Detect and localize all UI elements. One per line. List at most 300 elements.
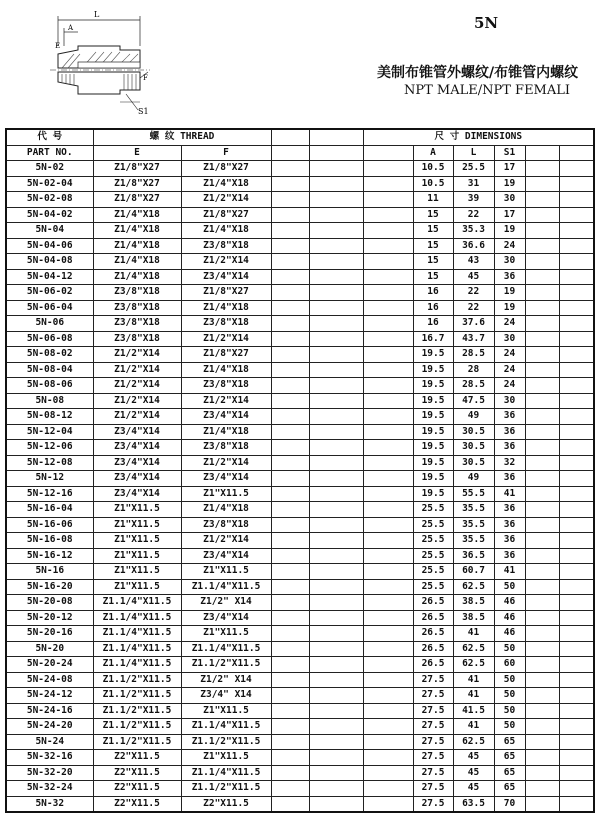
- cell-part-no: 5N-04-08: [6, 254, 93, 270]
- cell-part-no: 5N-02-04: [6, 176, 93, 192]
- cell-thread-f: Z1.1/4"X11.5: [181, 719, 271, 735]
- cell-thread-f: Z3/4"X14: [181, 269, 271, 285]
- cell-blank: [271, 486, 309, 502]
- cell-thread-f: Z1.1/4"X11.5: [181, 765, 271, 781]
- cell-l: 49: [453, 409, 494, 425]
- cell-thread-f: Z1.1/2"X11.5: [181, 657, 271, 673]
- cell-blank: [559, 610, 594, 626]
- cell-thread-f: Z1/8"X27: [181, 285, 271, 301]
- cell-thread-e: Z1/8"X27: [93, 161, 181, 177]
- cell-blank: [271, 300, 309, 316]
- cell-blank: [271, 254, 309, 270]
- cell-blank: [309, 207, 363, 223]
- cell-a: 19.5: [413, 455, 453, 471]
- cell-blank: [559, 517, 594, 533]
- cell-blank: [363, 502, 413, 518]
- cell-blank: [559, 238, 594, 254]
- cell-blank: [525, 238, 559, 254]
- table-row: [6, 409, 594, 425]
- cell-blank: [363, 223, 413, 239]
- cell-a: 16: [413, 316, 453, 332]
- cell-s1: 36: [494, 471, 525, 487]
- cell-thread-f: Z3/4"X14: [181, 471, 271, 487]
- cell-blank: [525, 641, 559, 657]
- cell-blank: [559, 626, 594, 642]
- cell-a: 25.5: [413, 564, 453, 580]
- cell-thread-e: Z1/4"X18: [93, 207, 181, 223]
- cell-blank: [271, 238, 309, 254]
- cell-blank: [559, 424, 594, 440]
- cell-part-no: 5N-06: [6, 316, 93, 332]
- cell-s1: 60: [494, 657, 525, 673]
- cell-blank: [559, 378, 594, 394]
- cell-blank: [363, 719, 413, 735]
- cell-blank: [363, 331, 413, 347]
- cell-blank: [309, 579, 363, 595]
- table-row: [6, 796, 594, 812]
- cell-thread-e: Z1.1/4"X11.5: [93, 641, 181, 657]
- cell-blank: [363, 316, 413, 332]
- spec-table: [5, 128, 595, 813]
- header-thread: 螺 纹 THREAD: [93, 129, 271, 145]
- cell-blank: [309, 347, 363, 363]
- cell-blank: [309, 285, 363, 301]
- cell-thread-f: Z1/2" X14: [181, 672, 271, 688]
- cell-blank: [559, 502, 594, 518]
- cell-blank: [271, 331, 309, 347]
- cell-a: 19.5: [413, 362, 453, 378]
- cell-thread-e: Z1/2"X14: [93, 362, 181, 378]
- table-row: [6, 331, 594, 347]
- cell-l: 62.5: [453, 579, 494, 595]
- cell-thread-e: Z1/4"X18: [93, 254, 181, 270]
- header-s1: S1: [494, 145, 525, 161]
- cell-blank: [559, 672, 594, 688]
- table-row: [6, 533, 594, 549]
- cell-part-no: 5N-08: [6, 393, 93, 409]
- cell-blank: [559, 347, 594, 363]
- cell-blank: [525, 161, 559, 177]
- cell-s1: 65: [494, 750, 525, 766]
- cell-thread-f: Z1.1/2"X11.5: [181, 734, 271, 750]
- cell-l: 41: [453, 719, 494, 735]
- table-row: [6, 300, 594, 316]
- cell-l: 35.5: [453, 517, 494, 533]
- cell-a: 25.5: [413, 579, 453, 595]
- table-row: [6, 564, 594, 580]
- cell-thread-f: Z1/2"X14: [181, 254, 271, 270]
- cell-a: 26.5: [413, 595, 453, 611]
- table-row: [6, 316, 594, 332]
- cell-a: 26.5: [413, 657, 453, 673]
- cell-blank: [309, 626, 363, 642]
- cell-blank: [559, 533, 594, 549]
- table-row: [6, 486, 594, 502]
- cell-blank: [309, 471, 363, 487]
- cell-blank: [559, 440, 594, 456]
- cell-blank: [309, 517, 363, 533]
- cell-l: 30.5: [453, 424, 494, 440]
- table-row: [6, 347, 594, 363]
- cell-blank: [363, 548, 413, 564]
- cell-thread-e: Z1/8"X27: [93, 192, 181, 208]
- cell-a: 19.5: [413, 393, 453, 409]
- cell-blank: [309, 254, 363, 270]
- cell-a: 26.5: [413, 641, 453, 657]
- cell-thread-e: Z3/4"X14: [93, 486, 181, 502]
- cell-blank: [363, 285, 413, 301]
- cell-blank: [525, 750, 559, 766]
- cell-blank: [559, 269, 594, 285]
- cell-l: 45: [453, 781, 494, 797]
- cell-s1: 65: [494, 734, 525, 750]
- cell-s1: 30: [494, 331, 525, 347]
- cell-s1: 17: [494, 161, 525, 177]
- cell-blank: [271, 688, 309, 704]
- table-row: [6, 502, 594, 518]
- cell-l: 37.6: [453, 316, 494, 332]
- cell-blank: [525, 765, 559, 781]
- table-row: [6, 176, 594, 192]
- table-row: [6, 548, 594, 564]
- cell-blank: [525, 781, 559, 797]
- cell-thread-e: Z1.1/4"X11.5: [93, 626, 181, 642]
- header-e: E: [93, 145, 181, 161]
- cell-thread-f: Z1/4"X18: [181, 223, 271, 239]
- cell-blank: [309, 223, 363, 239]
- cell-l: 31: [453, 176, 494, 192]
- cell-blank: [309, 161, 363, 177]
- cell-blank: [525, 595, 559, 611]
- cell-blank: [271, 672, 309, 688]
- cell-thread-f: Z3/4"X14: [181, 610, 271, 626]
- cell-part-no: 5N-16: [6, 564, 93, 580]
- cell-thread-f: Z3/4" X14: [181, 688, 271, 704]
- cell-l: 55.5: [453, 486, 494, 502]
- cell-blank: [309, 440, 363, 456]
- cell-a: 27.5: [413, 734, 453, 750]
- cell-thread-e: Z1"X11.5: [93, 502, 181, 518]
- table-row: [6, 238, 594, 254]
- cell-blank: [271, 316, 309, 332]
- cell-blank: [271, 455, 309, 471]
- cell-blank: [271, 378, 309, 394]
- cell-thread-e: Z1.1/4"X11.5: [93, 610, 181, 626]
- cell-blank: [525, 734, 559, 750]
- cell-thread-f: Z3/8"X18: [181, 316, 271, 332]
- cell-blank: [559, 719, 594, 735]
- cell-blank: [525, 548, 559, 564]
- cell-thread-e: Z1.1/2"X11.5: [93, 719, 181, 735]
- cell-thread-e: Z1/2"X14: [93, 409, 181, 425]
- fitting-drawing: [22, 6, 162, 118]
- cell-thread-f: Z1"X11.5: [181, 750, 271, 766]
- cell-blank: [559, 657, 594, 673]
- cell-blank: [525, 378, 559, 394]
- cell-blank: [363, 176, 413, 192]
- cell-blank: [271, 626, 309, 642]
- cell-blank: [559, 781, 594, 797]
- cell-blank: [271, 734, 309, 750]
- cell-blank: [559, 362, 594, 378]
- cell-thread-f: Z1"X11.5: [181, 564, 271, 580]
- cell-blank: [271, 424, 309, 440]
- cell-blank: [309, 765, 363, 781]
- cell-s1: 24: [494, 347, 525, 363]
- cell-blank: [309, 548, 363, 564]
- cell-a: 25.5: [413, 548, 453, 564]
- table-row: [6, 657, 594, 673]
- cell-a: 15: [413, 254, 453, 270]
- cell-blank: [309, 719, 363, 735]
- cell-blank: [309, 688, 363, 704]
- cell-blank: [525, 393, 559, 409]
- cell-s1: 36: [494, 548, 525, 564]
- cell-a: 15: [413, 269, 453, 285]
- header-blank: [559, 145, 594, 161]
- cell-blank: [271, 703, 309, 719]
- table-row: [6, 254, 594, 270]
- cell-blank: [559, 564, 594, 580]
- cell-s1: 50: [494, 672, 525, 688]
- cell-a: 19.5: [413, 409, 453, 425]
- header-code-cn: 代 号: [6, 129, 93, 145]
- cell-l: 38.5: [453, 595, 494, 611]
- cell-blank: [559, 765, 594, 781]
- cell-blank: [363, 207, 413, 223]
- cell-blank: [559, 750, 594, 766]
- cell-blank: [559, 486, 594, 502]
- cell-blank: [525, 502, 559, 518]
- cell-thread-f: Z1/2"X14: [181, 192, 271, 208]
- cell-blank: [309, 362, 363, 378]
- cell-part-no: 5N-24-08: [6, 672, 93, 688]
- cell-blank: [309, 409, 363, 425]
- cell-a: 16: [413, 285, 453, 301]
- cell-blank: [525, 719, 559, 735]
- cell-blank: [559, 579, 594, 595]
- cell-a: 27.5: [413, 781, 453, 797]
- cell-part-no: 5N-04: [6, 223, 93, 239]
- cell-blank: [559, 161, 594, 177]
- cell-l: 22: [453, 207, 494, 223]
- cell-thread-e: Z3/8"X18: [93, 331, 181, 347]
- cell-l: 49: [453, 471, 494, 487]
- table-row: [6, 610, 594, 626]
- cell-l: 22: [453, 285, 494, 301]
- cell-part-no: 5N-12-06: [6, 440, 93, 456]
- cell-part-no: 5N-20-24: [6, 657, 93, 673]
- cell-blank: [309, 269, 363, 285]
- cell-thread-e: Z1/2"X14: [93, 393, 181, 409]
- cell-s1: 19: [494, 285, 525, 301]
- cell-s1: 30: [494, 254, 525, 270]
- cell-blank: [363, 734, 413, 750]
- cell-a: 15: [413, 238, 453, 254]
- cell-thread-e: Z1"X11.5: [93, 579, 181, 595]
- cell-l: 47.5: [453, 393, 494, 409]
- table-row: [6, 285, 594, 301]
- cell-part-no: 5N-06-02: [6, 285, 93, 301]
- cell-l: 41: [453, 626, 494, 642]
- cell-blank: [559, 223, 594, 239]
- cell-blank: [363, 300, 413, 316]
- cell-blank: [525, 424, 559, 440]
- cell-blank: [309, 393, 363, 409]
- cell-l: 39: [453, 192, 494, 208]
- cell-blank: [559, 316, 594, 332]
- header-blank: [309, 145, 363, 161]
- cell-blank: [271, 750, 309, 766]
- cell-thread-e: Z1/4"X18: [93, 269, 181, 285]
- cell-part-no: 5N-20-08: [6, 595, 93, 611]
- cell-thread-e: Z1.1/2"X11.5: [93, 688, 181, 704]
- cell-part-no: 5N-20-12: [6, 610, 93, 626]
- cell-blank: [559, 254, 594, 270]
- cell-part-no: 5N-12-04: [6, 424, 93, 440]
- cell-blank: [271, 719, 309, 735]
- cell-l: 41: [453, 688, 494, 704]
- cell-blank: [309, 595, 363, 611]
- cell-blank: [525, 192, 559, 208]
- cell-blank: [271, 765, 309, 781]
- cell-s1: 24: [494, 316, 525, 332]
- cell-blank: [525, 533, 559, 549]
- cell-blank: [363, 269, 413, 285]
- table-row: [6, 223, 594, 239]
- cell-blank: [559, 393, 594, 409]
- cell-a: 27.5: [413, 688, 453, 704]
- cell-s1: 46: [494, 595, 525, 611]
- cell-blank: [363, 238, 413, 254]
- cell-blank: [525, 703, 559, 719]
- cell-thread-e: Z2"X11.5: [93, 750, 181, 766]
- cell-a: 19.5: [413, 347, 453, 363]
- cell-blank: [363, 409, 413, 425]
- cell-thread-e: Z1"X11.5: [93, 548, 181, 564]
- cell-part-no: 5N-24-20: [6, 719, 93, 735]
- table-row: [6, 207, 594, 223]
- cell-blank: [525, 610, 559, 626]
- cell-blank: [525, 316, 559, 332]
- cell-a: 16: [413, 300, 453, 316]
- cell-blank: [271, 548, 309, 564]
- cell-blank: [559, 192, 594, 208]
- cell-part-no: 5N-24: [6, 734, 93, 750]
- cell-thread-e: Z1/4"X18: [93, 223, 181, 239]
- cell-blank: [363, 579, 413, 595]
- cell-blank: [525, 440, 559, 456]
- table-row: [6, 750, 594, 766]
- cell-l: 22: [453, 300, 494, 316]
- cell-thread-f: Z3/4"X14: [181, 409, 271, 425]
- cell-part-no: 5N-16-06: [6, 517, 93, 533]
- cell-blank: [363, 610, 413, 626]
- cell-blank: [363, 750, 413, 766]
- table-row: [6, 362, 594, 378]
- cell-thread-f: Z1.1/2"X11.5: [181, 781, 271, 797]
- cell-blank: [309, 672, 363, 688]
- cell-thread-e: Z1.1/2"X11.5: [93, 672, 181, 688]
- cell-thread-e: Z2"X11.5: [93, 796, 181, 812]
- table-row: [6, 471, 594, 487]
- cell-blank: [309, 533, 363, 549]
- table-row: [6, 641, 594, 657]
- cell-blank: [559, 300, 594, 316]
- cell-a: 27.5: [413, 672, 453, 688]
- cell-blank: [363, 161, 413, 177]
- header-a: A: [413, 145, 453, 161]
- cell-thread-e: Z1/4"X18: [93, 238, 181, 254]
- cell-part-no: 5N-12-08: [6, 455, 93, 471]
- cell-blank: [309, 502, 363, 518]
- cell-part-no: 5N-04-02: [6, 207, 93, 223]
- cell-l: 62.5: [453, 641, 494, 657]
- cell-a: 25.5: [413, 517, 453, 533]
- cell-thread-f: Z1/4"X18: [181, 362, 271, 378]
- cell-s1: 30: [494, 393, 525, 409]
- cell-s1: 24: [494, 238, 525, 254]
- cell-part-no: 5N-08-02: [6, 347, 93, 363]
- cell-a: 27.5: [413, 796, 453, 812]
- cell-a: 19.5: [413, 378, 453, 394]
- cell-blank: [363, 796, 413, 812]
- cell-blank: [525, 269, 559, 285]
- cell-blank: [363, 672, 413, 688]
- cell-part-no: 5N-16-08: [6, 533, 93, 549]
- cell-blank: [271, 781, 309, 797]
- header-blank: [271, 129, 309, 145]
- cell-blank: [363, 703, 413, 719]
- cell-thread-e: Z1.1/4"X11.5: [93, 657, 181, 673]
- cell-blank: [525, 471, 559, 487]
- cell-a: 25.5: [413, 502, 453, 518]
- cell-blank: [309, 424, 363, 440]
- header-blank: [309, 129, 363, 145]
- cell-part-no: 5N-04-12: [6, 269, 93, 285]
- cell-blank: [559, 734, 594, 750]
- cell-blank: [363, 378, 413, 394]
- cell-blank: [363, 471, 413, 487]
- cell-blank: [363, 362, 413, 378]
- cell-l: 35.5: [453, 533, 494, 549]
- cell-blank: [271, 440, 309, 456]
- cell-blank: [559, 176, 594, 192]
- cell-thread-e: Z1"X11.5: [93, 533, 181, 549]
- cell-blank: [271, 176, 309, 192]
- cell-thread-f: Z1/2"X14: [181, 331, 271, 347]
- drawing-label-e: E: [55, 42, 61, 50]
- cell-blank: [525, 564, 559, 580]
- cell-blank: [363, 192, 413, 208]
- cell-blank: [525, 223, 559, 239]
- cell-s1: 36: [494, 517, 525, 533]
- cell-blank: [271, 502, 309, 518]
- product-code: 5N: [474, 14, 499, 32]
- cell-blank: [271, 517, 309, 533]
- cell-blank: [309, 564, 363, 580]
- cell-blank: [525, 347, 559, 363]
- cell-part-no: 5N-32-16: [6, 750, 93, 766]
- cell-a: 26.5: [413, 610, 453, 626]
- cell-s1: 50: [494, 579, 525, 595]
- cell-l: 28.5: [453, 347, 494, 363]
- cell-thread-f: Z1/8"X27: [181, 347, 271, 363]
- cell-part-no: 5N-16-20: [6, 579, 93, 595]
- table-row: [6, 269, 594, 285]
- cell-s1: 32: [494, 455, 525, 471]
- cell-blank: [363, 533, 413, 549]
